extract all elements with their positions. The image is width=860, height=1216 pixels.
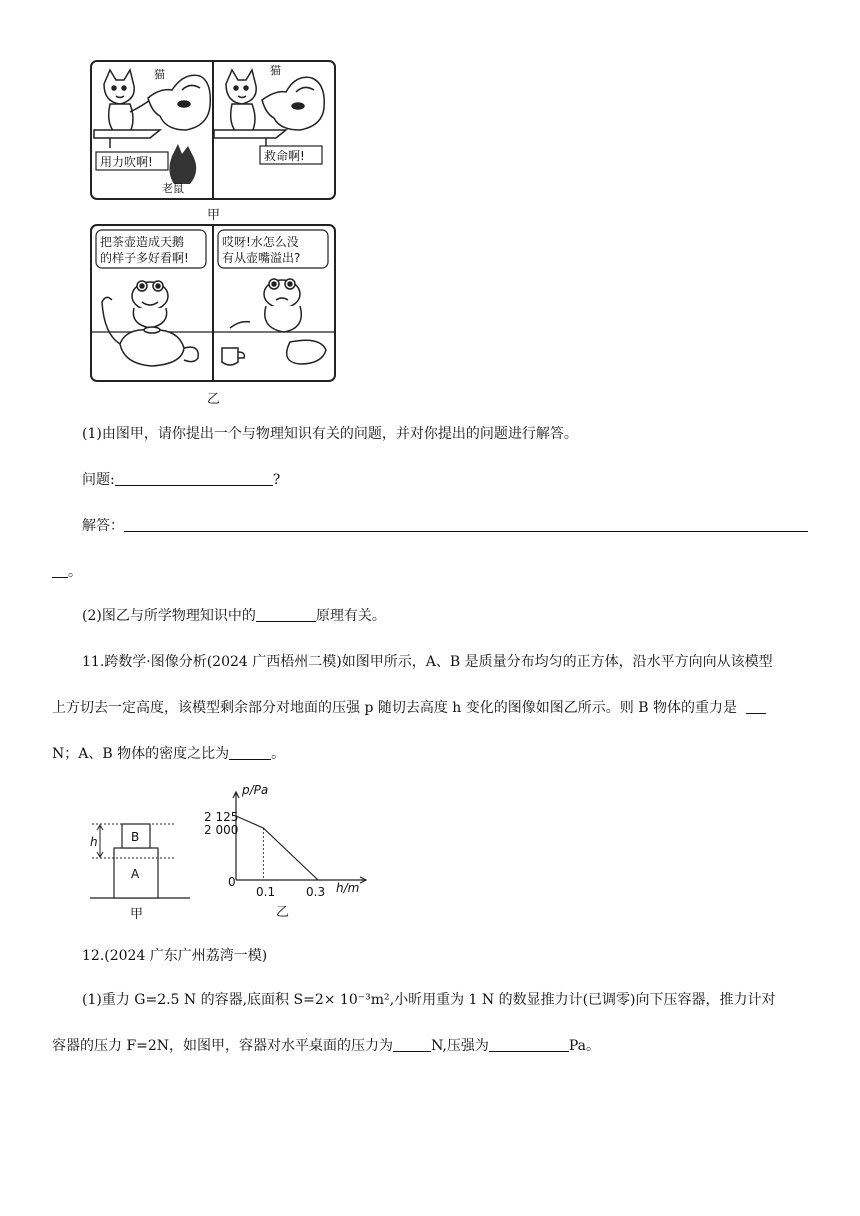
q11-weight-blank[interactable]: [746, 699, 766, 714]
q11-line-3-text: N；A、B 物体的密度之比为: [52, 746, 230, 762]
x-tick-0.3: 0.3: [306, 885, 326, 899]
q12-line-1: (1)重力 G=2.5 N 的容器,底面积 S=2× 10⁻³m²,小昕用重为 1 N 的数显推力计(已调零)向下压容器，推力计对: [82, 992, 776, 1008]
y-tick-2000: 2 000: [204, 823, 239, 837]
q12-line-2: [52, 1036, 600, 1056]
x-tick-0.1: 0.1: [256, 885, 276, 899]
q10-answer-line: [82, 516, 808, 536]
comic-jia-caption: 甲: [207, 208, 221, 223]
q10-answer-continuation: [52, 562, 82, 582]
q12-pressure-blank[interactable]: [489, 1037, 569, 1052]
comic-yi-caption: 乙: [207, 392, 221, 407]
q10-part2-pre: (2)图乙与所学物理知识中的: [82, 608, 256, 624]
q10-part2: [82, 606, 386, 626]
cat-label-2: 猫: [270, 64, 281, 77]
mouse-label: 老鼠: [162, 182, 184, 195]
q10-answer-blank-continued[interactable]: [52, 563, 68, 578]
pressure-height-chart: [196, 780, 376, 920]
cat-label-1: 猫: [154, 68, 165, 81]
q11-line-3-end: 。: [271, 746, 286, 762]
q12-line-2-end: Pa。: [568, 1038, 601, 1054]
q10-answer-end: 。: [68, 564, 82, 580]
block-b-label: B: [131, 830, 140, 844]
comic-yi-bubble-2-line-2: 有从壶嘴溢出?: [222, 251, 301, 265]
q10-question-label: 问题:: [82, 472, 115, 488]
q11-line-1: 11.跨数学·图像分析(2024 广西梧州二模)如图甲所示，A、B 是质量分布均匀的正方体，沿水平方向向从该模型: [82, 654, 773, 670]
comic-yi-bubble-1-line-2: 的样子多好看啊!: [100, 251, 189, 265]
q10-part2-post: 原理有关。: [315, 608, 386, 624]
q10-part2-blank[interactable]: [256, 607, 316, 622]
q12-line-2-pre: 容器的压力 F=2N，如图甲，容器对水平桌面的压力为: [52, 1038, 394, 1054]
q10-question-line: [82, 470, 280, 490]
y-axis-label: p/Pa: [242, 783, 269, 797]
q10-answer-blank[interactable]: [124, 517, 808, 532]
h-label: h: [90, 835, 98, 849]
comic-jia-bubble-1: 用力吹啊!: [100, 155, 153, 169]
q11-line-2: [52, 698, 766, 718]
series-line: [236, 816, 318, 880]
comic-jia: [90, 60, 336, 200]
figure11-caption-jia: 甲: [130, 907, 144, 922]
comic-yi-bubble-1-line-1: 把茶壶造成天鹅: [100, 235, 185, 249]
figure11-blocks: [84, 814, 194, 924]
q10-question-end: ?: [272, 472, 281, 488]
q11-line-2-text: 上方切去一定高度，该模型剩余部分对地面的压强 p 随切去高度 h 变化的图像如图乙所示。则 B 物体的重力是: [52, 700, 737, 716]
x-axis-label: h/m: [336, 881, 360, 895]
frog-drawing: [132, 281, 168, 328]
q10-question-blank[interactable]: [115, 471, 273, 486]
q12-force-blank[interactable]: [393, 1037, 431, 1052]
q12-title: 12.(2024 广东广州荔湾一模): [82, 948, 268, 964]
block-a-label: A: [131, 867, 140, 881]
comic-jia-bubble-2: 救命啊!: [264, 149, 305, 163]
comic-yi-bubble-2-line-1: 哎呀!水怎么没: [222, 235, 299, 249]
origin-label: 0: [228, 875, 236, 889]
q10-answer-label: 解答：: [82, 518, 124, 534]
q11-density-blank[interactable]: [229, 745, 271, 760]
q12-line-2-mid: N,压强为: [431, 1038, 489, 1054]
q10-part1: (1)由图甲，请你提出一个与物理知识有关的问题，并对你提出的问题进行解答。: [82, 426, 578, 442]
figure11-caption-yi: 乙: [276, 905, 290, 920]
q11-line-3: [52, 744, 285, 764]
y-tick-2125: 2 125: [204, 810, 239, 824]
comic-yi: [90, 224, 336, 382]
